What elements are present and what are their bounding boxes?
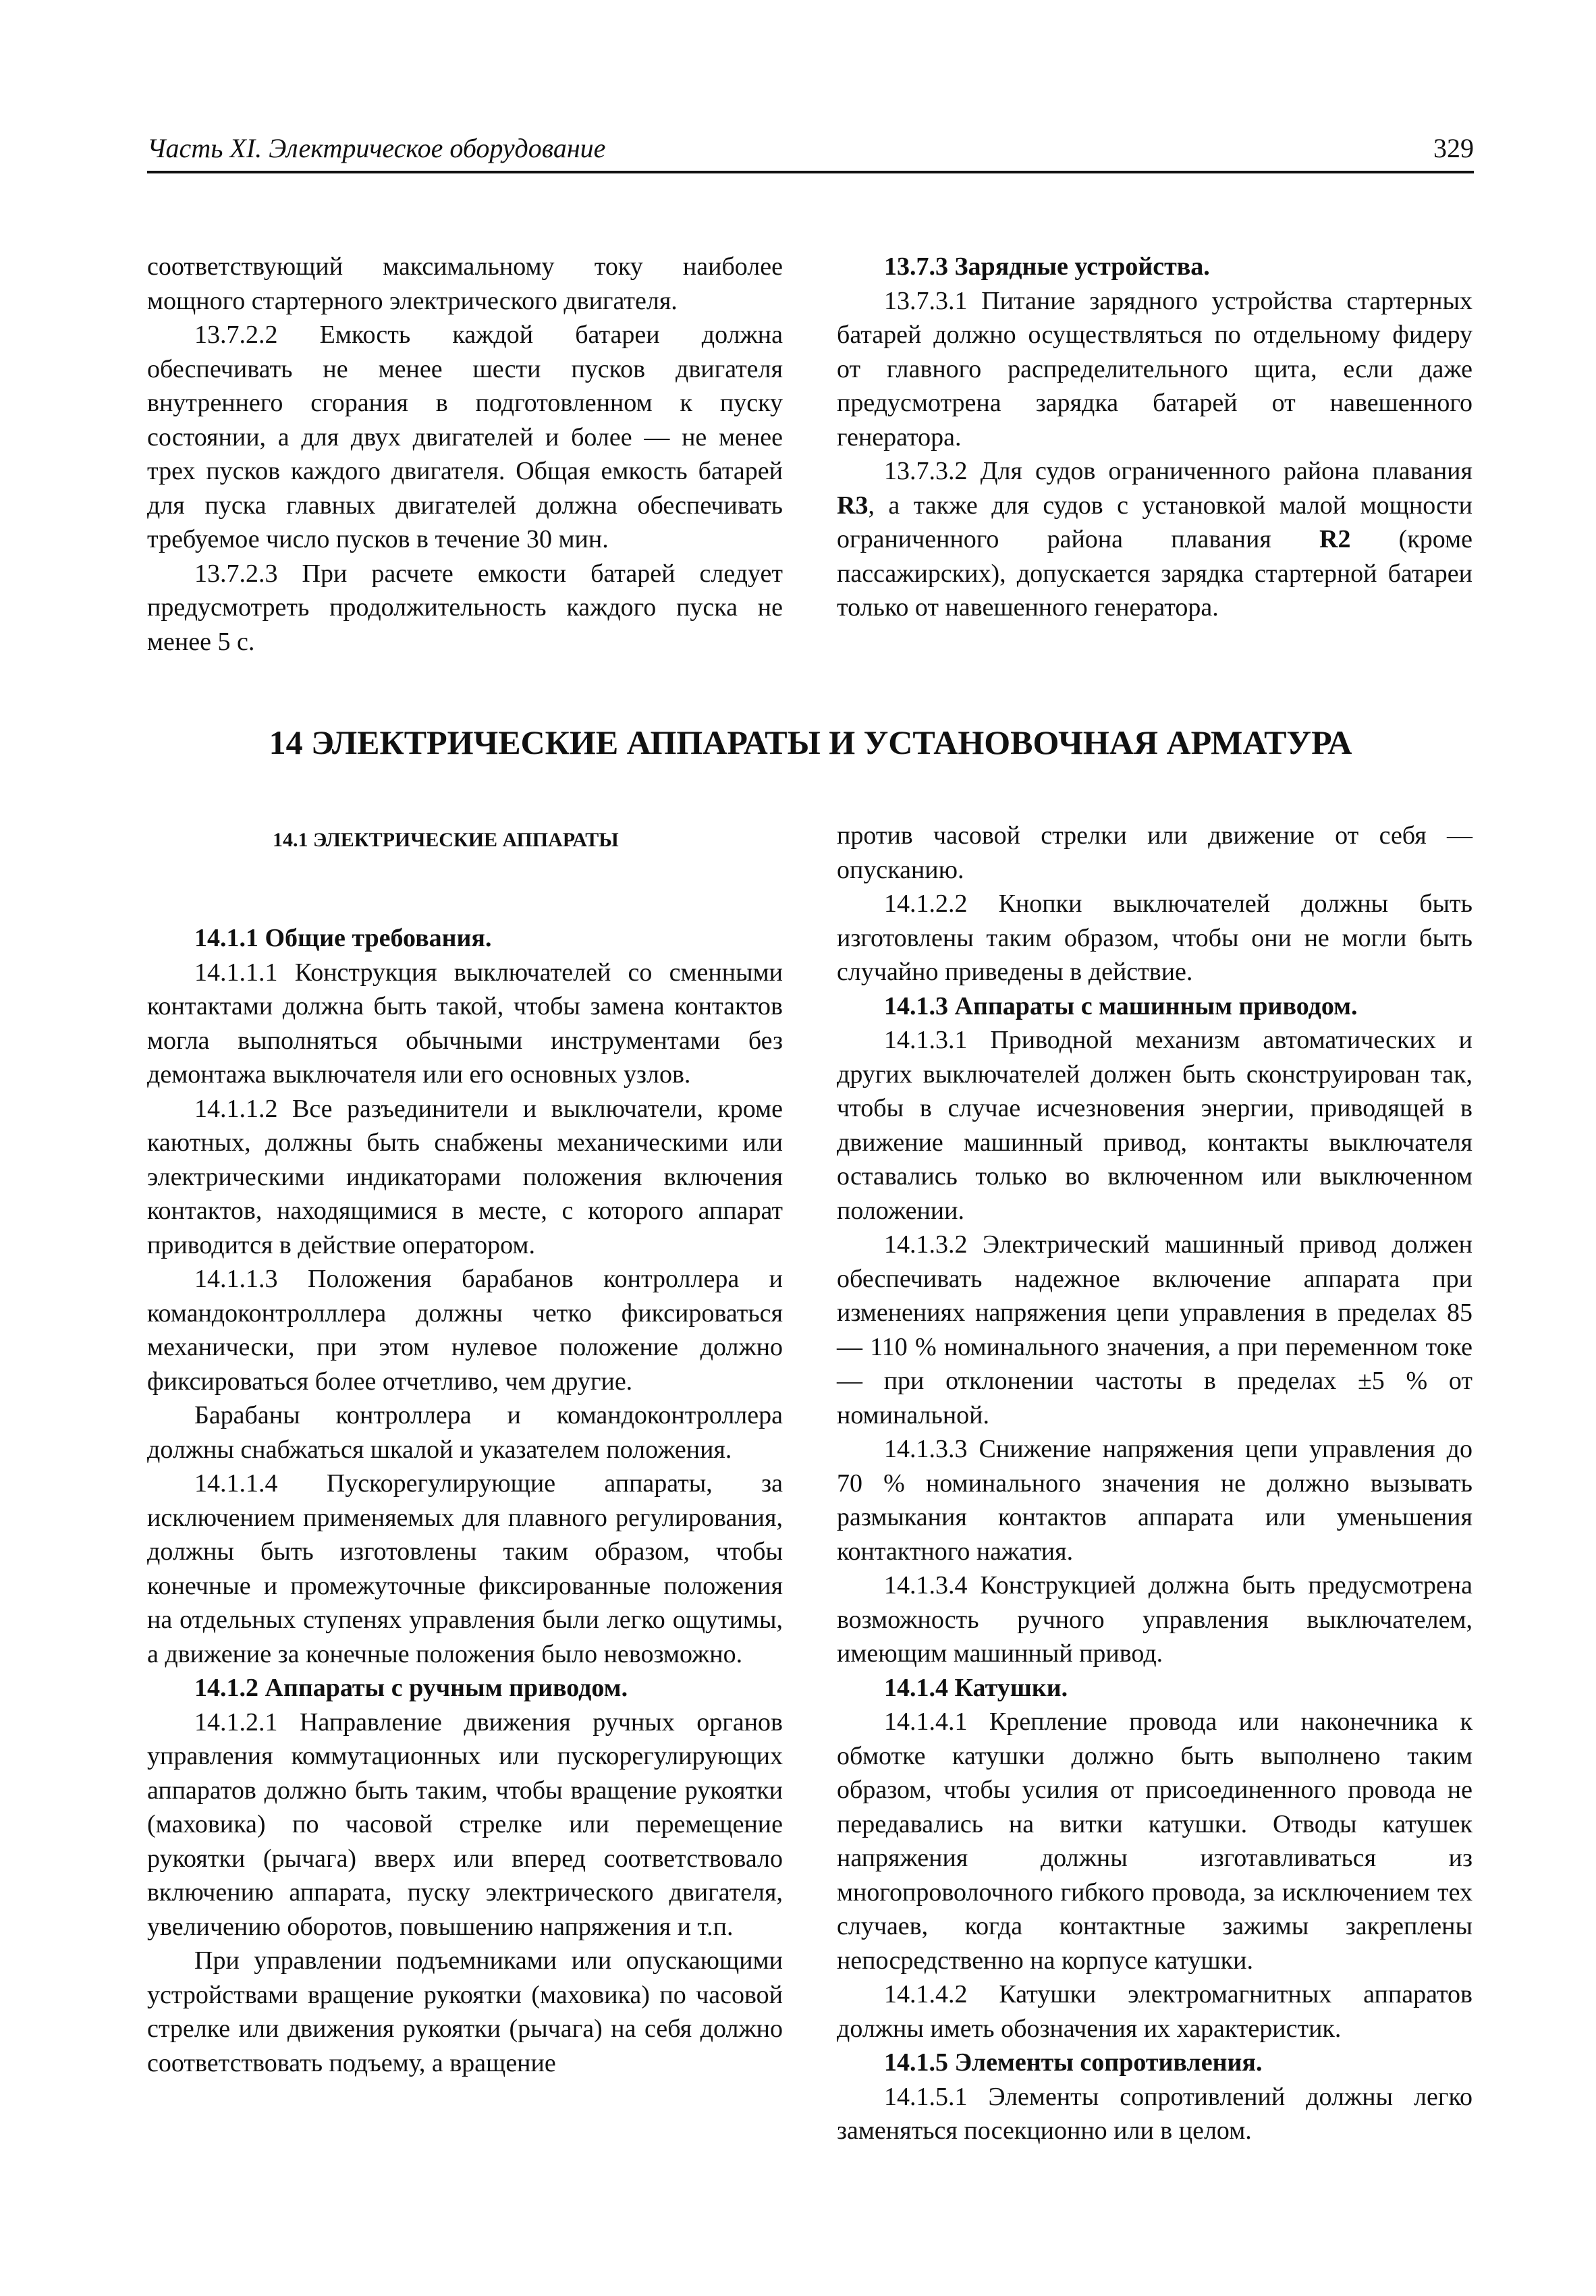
heading-1412: 14.1.2 Аппараты с ручным приводом.: [194, 1674, 628, 1702]
area-code-r3: R3: [837, 491, 869, 520]
paragraph-text: Конструкция выключателей со сменными контактами должна быть такой, чтобы замена контактов могла выполняться обычными инструментами без демонтажа выключателя или его основных узлов.: [147, 958, 783, 1089]
paragraph-text: При расчете емкости батарей следует предусмотреть продолжительность каждого пуска не менее 5 с.: [147, 559, 783, 656]
paragraph-text: Кнопки выключателей должны быть изготовлены таким образом, чтобы они не могли быть случайно приведены в действие.: [837, 890, 1473, 986]
paragraph-text: Электрический машинный привод должен обеспечивать надежное включение аппарата при изменениях напряжения цепи управления в пределах 85 — 110 % номинального значения, а при переменном токе — при отклонении частоты в пределах ±5 % от номинальной.: [837, 1230, 1473, 1429]
clause-number: 14.1.1.2: [194, 1094, 278, 1123]
paragraph-13723: [147, 557, 783, 659]
top-left-column: [147, 250, 783, 659]
section-title: 14.1 ЭЛЕКТРИЧЕСКИЕ АППАРАТЫ: [273, 829, 619, 851]
paragraph-text: Элементы сопротивлений должны легко заменяться посекционно или в целом.: [837, 2082, 1473, 2145]
paragraph-14114: [147, 1467, 783, 1671]
paragraph-text: Положения барабанов контроллера и командоконтролллера должны четко фиксироваться механически, при этом нулевое положение должно фиксироваться более отчетливо, чем другие.: [147, 1265, 783, 1396]
paragraph-text: Питание зарядного устройства стартерных батарей должно осуществляться по отдельному фидеру от главного распределительного щита, если даже предусмотрена зарядка батарей от навешенного генератора.: [837, 286, 1473, 452]
paragraph-13732: [837, 454, 1473, 625]
clause-number: 13.7.2.2: [194, 321, 278, 349]
page-number: 329: [1433, 133, 1474, 163]
paragraph-text: Приводной механизм автоматических и других выключателей должен быть сконструирован так, чтобы в случае исчезновения энергии, приводящей в движение машинный привод, контакты выключателя оставались только во включенном или выключенном положении.: [837, 1026, 1473, 1225]
paragraph-text: Емкость каждой батареи должна обеспечивать не менее шести пусков двигателя внутреннего сгорания в подготовленном к пуску состоянии, а для двух двигателей и более — не менее трех пусков каждого двигателя. Общая емкость батарей для пуска главных двигателей должна обеспечивать требуемое число пусков в течение 30 мин.: [147, 321, 783, 553]
lower-right-column: [837, 819, 1473, 2148]
paragraph-14142: [837, 1977, 1473, 2046]
clause-number: 14.1.3.4: [884, 1571, 968, 1600]
clause-number: 13.7.3.2: [884, 457, 968, 485]
paragraph-14132: [837, 1228, 1473, 1432]
paragraph-14134: [837, 1568, 1473, 1671]
paragraph-14151: [837, 2080, 1473, 2148]
clause-number: 14.1.4.2: [884, 1980, 968, 2008]
paragraph-14122: [837, 887, 1473, 989]
clause-number: 14.1.5.1: [884, 2082, 968, 2111]
paragraph-text: Крепление провода или наконечника к обмотке катушки должно быть выполнено таким образом, чтобы усилия от присоединенного провода не передавались на витки катушки. Отводы катушек напряжения должны изготавливаться из многопроволочного гибкого провода, за исключением тех случаев, когда контактные зажимы закреплены непосредственно на корпусе катушки.: [837, 1707, 1473, 1975]
clause-number: 14.1.1.4: [194, 1469, 278, 1498]
paragraph-text: Направление движения ручных органов управления коммутационных или пускорегулирующих аппаратов должно быть таким, чтобы вращение рукоятки (маховика) по часовой стрелке или перемещение рукоятки (рычага) вверх или вперед соответствовало включению аппарата, пуску электрического двигателя, увеличению оборотов, повышению напряжения и т.п.: [147, 1707, 783, 1941]
area-code-r2: R2: [1319, 525, 1351, 553]
clause-number: 14.1.3.2: [884, 1230, 968, 1259]
running-head: [147, 132, 1474, 165]
paragraph-14141: [837, 1705, 1473, 1977]
heading-1373: 13.7.3 Зарядные устройства.: [884, 252, 1210, 281]
clause-number: 13.7.2.3: [194, 559, 278, 588]
paragraph-text: Катушки электромагнитных аппаратов должны иметь обозначения их характеристик.: [837, 1980, 1473, 2043]
paragraph-14111: [147, 956, 783, 1092]
top-right-column: [837, 250, 1473, 625]
paragraph-text: Для судов ограниченного района плавания: [967, 457, 1473, 485]
paragraph-continuation: против часовой стрелки или движение от себя — опусканию.: [837, 821, 1473, 884]
clause-number: 14.1.2.2: [884, 890, 968, 918]
paragraph-text: Конструкцией должна быть предусмотрена возможность ручного управления выключателем, имеющим машинный привод.: [837, 1571, 1473, 1668]
paragraph-text: (кроме пассажирских), допускается зарядка стартерной батареи только от навешенного генератора.: [837, 525, 1473, 622]
chapter-title: 14 ЭЛЕКТРИЧЕСКИЕ АППАРАТЫ И УСТАНОВОЧНАЯ АРМАТУРА: [269, 723, 1352, 761]
paragraph-13731: [837, 284, 1473, 455]
lower-left-column: [147, 827, 783, 2080]
clause-number: 14.1.1.1: [194, 958, 278, 987]
paragraph-14112: [147, 1092, 783, 1263]
paragraph-14133: [837, 1432, 1473, 1568]
clause-number: 14.1.2.1: [194, 1707, 278, 1737]
heading-1411: 14.1.1 Общие требования.: [194, 924, 492, 952]
clause-number: 13.7.3.1: [884, 286, 968, 315]
clause-number: 14.1.4.1: [884, 1707, 968, 1736]
heading-1415: 14.1.5 Элементы сопротивления.: [884, 2048, 1263, 2077]
paragraph-14131: [837, 1023, 1473, 1228]
paragraph-14121: [147, 1705, 783, 1944]
paragraph-text: , а также для судов с установкой малой мощности ограниченного района плавания: [837, 491, 1473, 553]
running-head-title: Часть XI. Электрическое оборудование: [147, 133, 606, 163]
heading-1414: 14.1.4 Катушки.: [884, 1673, 1068, 1702]
clause-number: 14.1.3.3: [884, 1435, 968, 1463]
paragraph-14113: [147, 1262, 783, 1398]
paragraph-13722: [147, 318, 783, 557]
paragraph-drums: Барабаны контроллера и командоконтроллера должны снабжаться шкалой и указателем положения.: [147, 1401, 783, 1464]
paragraph-text: Снижение напряжения цепи управления до 70 % номинального значения не должно вызывать размыкания контактов аппарата или уменьшения контактного нажатия.: [837, 1435, 1473, 1566]
clause-number: 14.1.1.3: [194, 1265, 278, 1293]
paragraph-text: Пускорегулирующие аппараты, за исключением применяемых для плавного регулирования, должны быть изготовлены таким образом, чтобы конечные и промежуточные фиксированные положения на отдельных ступенях управления были легко ощутимы, а движение за конечные положения было невозможно.: [147, 1469, 783, 1668]
header-rule: [147, 171, 1474, 173]
paragraph-text: Все разъединители и выключатели, кроме каютных, должны быть снабжены механическими или электрическими индикаторами положения включения контактов, находящимися в месте, с которого аппарат приводится в действие оператором.: [147, 1094, 783, 1259]
heading-1413: 14.1.3 Аппараты с машинным приводом.: [884, 991, 1358, 1020]
clause-number: 14.1.3.1: [884, 1026, 968, 1054]
paragraph-continuation: соответствующий максимальному току наиболее мощного стартерного электрического двигателя.: [147, 252, 783, 315]
paragraph-lifts: При управлении подъемниками или опускающими устройствами вращение рукоятки (маховика) по часовой стрелке или движения рукоятки (рычага) на себя должно соответствовать подъему, а вращение: [147, 1946, 783, 2077]
